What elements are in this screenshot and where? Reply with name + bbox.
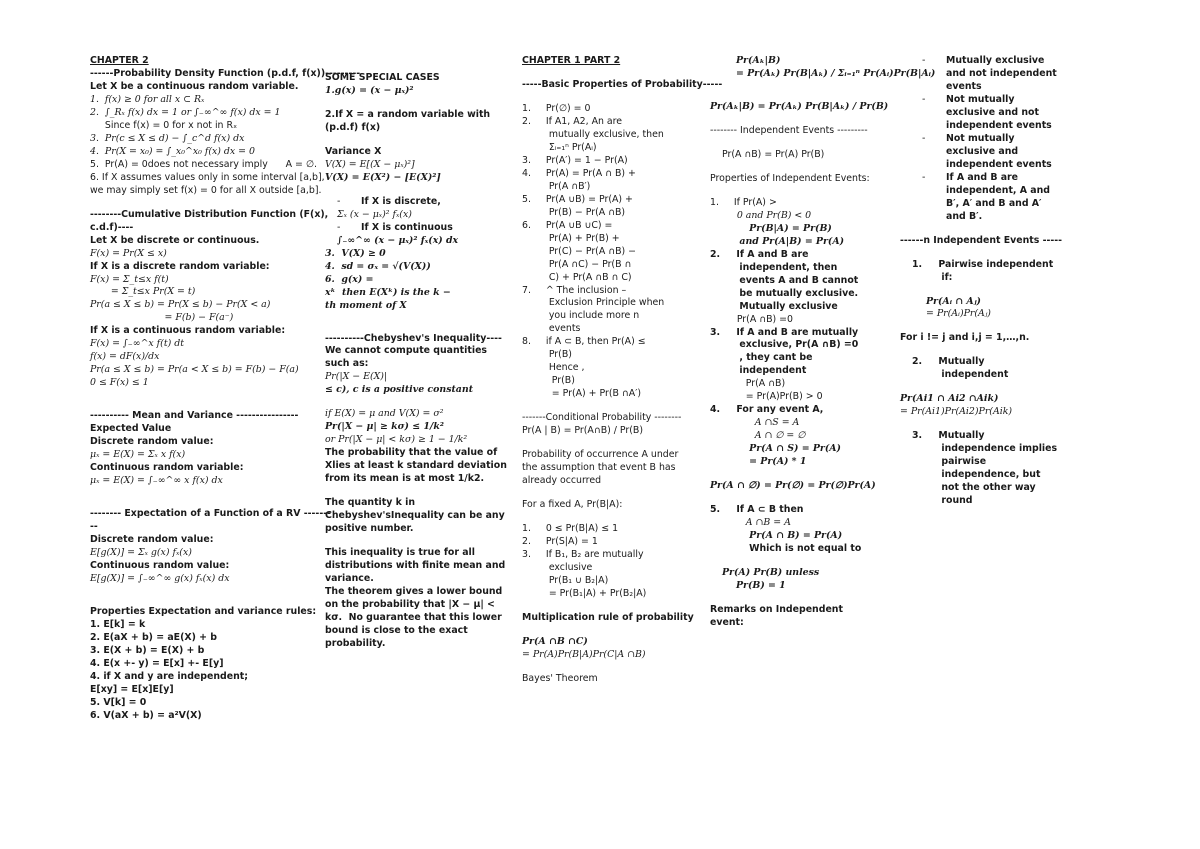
list-item: Pr(A ∩B) =0 (710, 313, 793, 325)
variance-formula-2: V(X) = E(X²) − [E(X)²] (325, 171, 441, 183)
continuous-label: Continuous random variable: (90, 462, 244, 474)
theorem-note: bound is close to the exact (325, 624, 468, 636)
independent-events-header: -------- Independent Events --------- (710, 124, 868, 136)
list-item: and Pr(A|B) = Pr(A) (710, 235, 845, 247)
pdf-item: 1. f(x) ≥ 0 for all x ⊂ Rₓ (90, 93, 205, 105)
discrete-formula: μₓ = E(X) = Σₓ x f(x) (90, 449, 186, 461)
list-item: Mutually exclusive (710, 300, 838, 312)
list-item: Pr(A) + Pr(B) + (522, 232, 620, 244)
list-item: 1. Pr(∅) = 0 (522, 102, 591, 114)
null-event-formula: Pr(A ∩ ∅) = Pr(∅) = Pr(∅)Pr(A) (710, 480, 876, 492)
list-item: A ∩ ∅ = ∅ (710, 430, 806, 442)
unless-formula: Pr(A) Pr(B) unless (722, 567, 820, 578)
list-item: 1. If Pr(A) > (710, 196, 777, 208)
list-item: C) + Pr(A ∩B ∩ C) (522, 271, 632, 283)
column-bayes-independence (710, 55, 936, 630)
cdf-header-cont: c.d.f)---- (90, 221, 134, 233)
list-item: = Pr(B₁|A) + Pr(B₂|A) (522, 587, 647, 599)
list-item: , they cant be (710, 352, 813, 364)
pdf-item: Since f(x) = 0 for x not in Rₓ (90, 119, 238, 131)
chebyshev-text: Pr(|X − E(X)| (325, 371, 388, 383)
pdf-item: we may simply set f(x) = 0 for all X outside [a,b]. (90, 184, 322, 196)
list-item: A ∩B = A (710, 517, 791, 529)
conditional-text: the assumption that event B has (522, 462, 676, 474)
continuous2-label: Continuous random value: (90, 559, 230, 571)
list-item: Which is not equal to (710, 543, 862, 555)
rule-item: 4. if X and y are independent; (90, 670, 248, 682)
pdf-header: ------Probability Density Function (p.d.f, f(x))--------- (90, 67, 361, 79)
bayes-formula-short: Pr(Aₖ|B) = Pr(Aₖ) Pr(B|Aₖ) / Pr(B) (710, 100, 889, 112)
theorem-note: probability. (325, 637, 386, 649)
discrete-variance-sum: Σₓ (x − μₓ)² fₓ(x) (337, 208, 412, 220)
column-chapter1-part2 (522, 55, 723, 686)
cdf-item: = Σ_t≤x Pr(X = t) (90, 286, 196, 298)
special-case-1: 1.g(x) = (x − μₓ)² (325, 84, 414, 96)
rule-item: E[xy] = E[x]E[y] (90, 683, 174, 695)
pdf-item: 5. Pr(A) = 0does not necessary imply A = ∅. (90, 158, 318, 170)
bullet-text: Mutually exclusive (946, 55, 1045, 66)
multiplication-rule-label: Multiplication rule of probability (522, 611, 694, 623)
continuous2-formula: E[g(X)] = ∫₋∞^∞ g(x) fₓ(x) dx (90, 572, 230, 584)
implication-text: 3. Mutually (912, 430, 985, 442)
if-continuous-text: If X is continuous (361, 221, 453, 233)
list-item: Hence , (522, 362, 585, 374)
column-independent-events (900, 55, 1070, 508)
list-item: 2. If A and B are (710, 248, 809, 260)
theorem-note: on the probability that |X − μ| < (325, 598, 495, 610)
bayes-label: Bayes' Theorem (522, 672, 598, 684)
list-item: Pr(A ∩ S) = Pr(A) (710, 443, 841, 455)
index-condition: For i != j and i,j = 1,…,n. (900, 332, 1030, 344)
conditional-header: -------Conditional Probability -------- (522, 412, 682, 424)
special-case-2-cont: (p.d.f) f(x) (325, 121, 381, 133)
bullet-item: - Not mutually exclusive and not independent events (922, 93, 1052, 131)
implication-text: independence, but (912, 469, 1041, 481)
pdf-item: 2. ∫_Rₓ f(x) dx = 1 or ∫₋∞^∞ f(x) dx = 1 (90, 106, 281, 118)
cdf-item: 0 ≤ F(x) ≤ 1 (90, 377, 149, 389)
implication-text: pairwise (912, 456, 987, 468)
properties-label: Properties of Independent Events: (710, 172, 870, 184)
property-3: 3. V(X) ≥ 0 (325, 247, 386, 259)
rule-item: 3. E(X + b) = E(X) + b (90, 644, 205, 656)
list-item: Pr(B₁ ∪ B₂|A) (522, 574, 609, 586)
remarks-label: event: (710, 616, 744, 628)
chebyshev-header: ----------Chebyshev's Inequality---- (325, 332, 502, 344)
rules-header: Properties Expectation and variance rules: (90, 605, 317, 617)
cdf-item: Pr(a ≤ X ≤ b) = Pr(a < X ≤ b) = F(b) − F(a) (90, 364, 299, 376)
pdf-item: 6. If X assumes values only in some interval [a,b], (90, 171, 325, 183)
column-special-cases (325, 72, 505, 651)
list-item: A ∩S = A (710, 417, 800, 429)
bullet-text: events (946, 80, 982, 92)
cdf-item: F(x) = Pr(X ≤ x) (90, 247, 167, 259)
bullet-discrete: - If X is discrete, (337, 195, 441, 207)
list-item: 1. 0 ≤ Pr(B|A) ≤ 1 (522, 523, 619, 535)
property-6: 6. g(x) = (325, 273, 374, 285)
independent-formula: Pr(A ∩B) = Pr(A) Pr(B) (722, 148, 825, 160)
bayes-formula: = Pr(Aₖ) Pr(B|Aₖ) / Σᵢ₌₁ⁿ Pr(Aᵢ)Pr(B|Aᵢ) (736, 67, 936, 79)
k-note: positive number. (325, 523, 414, 535)
cdf-item: Pr(a ≤ X ≤ b) = Pr(X ≤ b) − Pr(X < a) (90, 299, 271, 311)
fixed-a-label: For a fixed A, Pr(B|A): (522, 499, 623, 511)
list-item: 5. If A ⊂ B then (710, 504, 804, 516)
list-item: 4. For any event A, (710, 404, 824, 416)
list-item: 2. If A1, A2, An are (522, 115, 623, 127)
list-item: Pr(B) (522, 349, 572, 361)
independence-properties-list (710, 197, 900, 469)
list-item: 5. Pr(A ∪B) = Pr(A) + (522, 193, 633, 205)
list-item: 6. Pr(A ∪B ∪C) = (522, 219, 613, 231)
list-item: events (522, 323, 581, 335)
pdf-item: 4. Pr(X = x₀) = ∫_x₀^x₀ f(x) dx = 0 (90, 145, 255, 157)
expectation-function-header-cont: -- (90, 521, 98, 532)
multiplication-formula: Pr(A ∩B ∩C) (522, 635, 588, 647)
chebyshev-formula: if E(X) = μ and V(X) = σ² (325, 408, 444, 420)
special-cases-header: SOME SPECIAL CASES (325, 72, 440, 83)
multiplication-formula: = Pr(A)Pr(B|A)Pr(C|A ∩B) (522, 648, 646, 660)
list-item: 3. Pr(A′) = 1 − Pr(A) (522, 154, 628, 166)
implication-text: round (912, 495, 973, 507)
pairwise-formula: Pr(Aᵢ ∩ Aⱼ) (926, 295, 981, 307)
rule-item: 5. V[k] = 0 (90, 696, 147, 708)
list-item: 8. if A ⊂ B, then Pr(A) ≤ (522, 336, 646, 348)
list-item: events A and B cannot (710, 274, 859, 286)
pdf-item: 3. Pr(c ≤ X ≤ d) − ∫_c^d f(x) dx (90, 132, 245, 144)
list-item: 7. ^ The inclusion – (522, 284, 627, 296)
chebyshev-formula: or Pr(|X − μ| < kσ) ≥ 1 − 1/k² (325, 434, 468, 446)
list-item: Pr(B|A) = Pr(B) (710, 222, 832, 234)
cdf-item: If X is a discrete random variable: (90, 260, 270, 272)
chebyshev-text: ≤ c), c is a positive constant (325, 384, 474, 396)
expected-value-label: Expected Value (90, 423, 172, 435)
list-item: 2. Pr(S|A) = 1 (522, 536, 598, 547)
list-item: Pr(A ∩B) (710, 378, 786, 390)
pairwise-label-cont: if: (912, 271, 953, 283)
basic-properties-header: -----Basic Properties of Probability----- (522, 78, 723, 90)
list-item: 3. If A and B are mutually (710, 326, 859, 338)
basic-properties-list (522, 103, 702, 401)
cdf-item: = F(b) − F(a⁻) (90, 312, 234, 324)
theorem-note: The theorem gives a lower bound (325, 585, 503, 597)
discrete2-formula: E[g(X)] = Σₓ g(x) fₓ(x) (90, 546, 192, 558)
list-item: independent, then (710, 261, 838, 273)
n-independent-header: ------n Independent Events ----- (900, 234, 1063, 246)
bullet-text: Not mutually (946, 93, 1015, 105)
bullet-item: - Not mutually exclusive and independent events (922, 132, 1052, 170)
implication-text: independence implies (912, 443, 1058, 455)
list-item: Pr(B) (522, 375, 575, 387)
list-item: Pr(B) − Pr(A ∩B) (522, 206, 626, 218)
chebyshev-explanation: from its mean is at most 1/k2. (325, 473, 485, 485)
rule-item: 1. E[k] = k (90, 618, 146, 630)
conditional-formula: Pr(A | B) = Pr(A∩B) / Pr(B) (522, 425, 644, 437)
property-6-cont: xᵏ then E(Xᵏ) is the k − (325, 286, 451, 298)
list-item: 3. If B₁, B₂ are mutually (522, 548, 644, 560)
bullet-text: If A and B are (946, 171, 1019, 183)
bayes-formula: Pr(Aₖ|B) (736, 55, 781, 66)
continuous-variance-integral: ∫₋∞^∞ (x − μₓ)² fₓ(x) dx (337, 234, 459, 246)
discrete-label: Discrete random value: (90, 436, 214, 448)
list-item: Σᵢ₌₁ⁿ Pr(Aᵢ) (522, 141, 597, 153)
bullet-item: - If A and B are independent, A and B′, A′ and B and A′ and B′. (922, 171, 1050, 222)
list-item: Pr(C) − Pr(A ∩B) − (522, 245, 637, 257)
implication-text: not the other way (912, 482, 1036, 494)
list-item: mutually exclusive, then (522, 128, 664, 140)
k-note: The quantity k in (325, 497, 416, 509)
list-item: independent (710, 365, 807, 377)
k-note: Chebyshev'sInequality can be any (325, 510, 505, 522)
cdf-header: --------Cumulative Distribution Function (F(x), (90, 208, 329, 220)
variance-formula-1: V(X) = E[(X − μₓ)²] (325, 158, 415, 170)
conditional-text: already occurred (522, 475, 602, 487)
chapter2-title: CHAPTER 2 (90, 55, 149, 66)
chebyshev-explanation: The probability that the value of (325, 447, 498, 459)
rule-item: 6. V(aX + b) = a²V(X) (90, 709, 202, 721)
variance-label: Variance X (325, 145, 382, 157)
bullet-text: exclusive and not (946, 106, 1039, 118)
bullet-continuous: - If X is continuous (337, 221, 453, 233)
list-item: = Pr(A) * 1 (710, 456, 807, 468)
unless-formula: Pr(B) = 1 (736, 579, 786, 591)
if-discrete-text: If X is discrete, (361, 195, 441, 207)
list-item: exclusive, Pr(A ∩B) =0 (710, 339, 859, 351)
remarks-label: Remarks on Independent (710, 603, 843, 615)
mutual-label: 2. Mutually (912, 356, 985, 368)
pdf-intro: Let X be a continuous random variable. (90, 80, 299, 92)
cdf-item: Let X be discrete or continuous. (90, 234, 260, 246)
bullet-text: and not independent (946, 67, 1057, 79)
chebyshev-text: We cannot compute quantities (325, 345, 488, 357)
property-6-cont2: th moment of X (325, 299, 407, 311)
expectation-function-header: -------- Expectation of a Function of a RV ------- (90, 508, 331, 520)
conditional-text: Probability of occurrence A under (522, 449, 679, 461)
list-item: = Pr(A)Pr(B) > 0 (710, 391, 823, 403)
bullet-text: B′, A′ and B and A′ (946, 197, 1042, 209)
continuous-formula: μₓ = E(X) = ∫₋∞^∞ x f(x) dx (90, 475, 223, 487)
property-4: 4. sd = σₓ = √(V(X)) (325, 260, 431, 272)
chebyshev-text: such as: (325, 358, 369, 370)
list-item: you include more n (522, 310, 640, 322)
list-item: Pr(A ∩B′) (522, 180, 591, 192)
list-item: Pr(A ∩ B) = Pr(A) (710, 530, 843, 542)
mutual-formula: = Pr(Ai1)Pr(Ai2)Pr(Aik) (900, 406, 1013, 418)
chebyshev-formula: Pr(|X − μ| ≥ kσ) ≤ 1/k² (325, 421, 444, 433)
list-item: 0 and Pr(B) < 0 (710, 209, 812, 221)
inequality-note: This inequality is true for all (325, 547, 475, 559)
bullet-text: independent, A and (946, 184, 1050, 196)
cdf-item: F(x) = Σ_t≤x f(t) (90, 273, 169, 285)
rule-item: 4. E(x +- y) = E[x] +- E[y] (90, 657, 224, 669)
bullet-item: - Mutually exclusive and not independent events (922, 55, 1057, 92)
bullet-text: independent events (946, 158, 1052, 170)
bullet-text: Not mutually (946, 132, 1015, 144)
list-item: = Pr(A) + Pr(B ∩A′) (522, 388, 641, 400)
bullet-text: exclusive and (946, 145, 1019, 157)
inequality-note: distributions with finite mean and (325, 560, 506, 572)
discrete2-label: Discrete random value: (90, 533, 214, 545)
cdf-item: If X is a continuous random variable: (90, 325, 286, 337)
pairwise-formula: = Pr(Aᵢ)Pr(Aⱼ) (926, 308, 991, 320)
special-case-2: 2.If X = a random variable with (325, 108, 491, 120)
mean-variance-header: ---------- Mean and Variance ---------------- (90, 410, 299, 422)
mutual-formula: Pr(Ai1 ∩ Ai2 ∩Aik) (900, 393, 999, 405)
rule-item: 2. E(aX + b) = aE(X) + b (90, 631, 217, 643)
cdf-item: F(x) = ∫₋∞^x f(t) dt (90, 338, 184, 350)
chapter1-part2-title: CHAPTER 1 PART 2 (522, 55, 621, 66)
list-item: Exclusion Principle when (522, 297, 665, 309)
theorem-note: kσ. No guarantee that this lower (325, 611, 502, 623)
bullet-text: and B′. (946, 210, 983, 222)
mutual-label-cont: independent (912, 369, 1009, 381)
list-item: 4. Pr(A) = Pr(A ∩ B) + (522, 167, 636, 179)
cdf-item: f(x) = dF(x)/dx (90, 351, 160, 363)
list-item: Pr(A ∩C) − Pr(B ∩ (522, 258, 632, 270)
bullet-text: independent events (946, 119, 1052, 131)
list-item: be mutually exclusive. (710, 287, 859, 299)
list-item: exclusive (522, 561, 593, 573)
pairwise-label: 1. Pairwise independent (912, 258, 1054, 270)
inequality-note: variance. (325, 573, 374, 584)
chebyshev-explanation: Xlies at least k standard deviation (325, 460, 507, 472)
